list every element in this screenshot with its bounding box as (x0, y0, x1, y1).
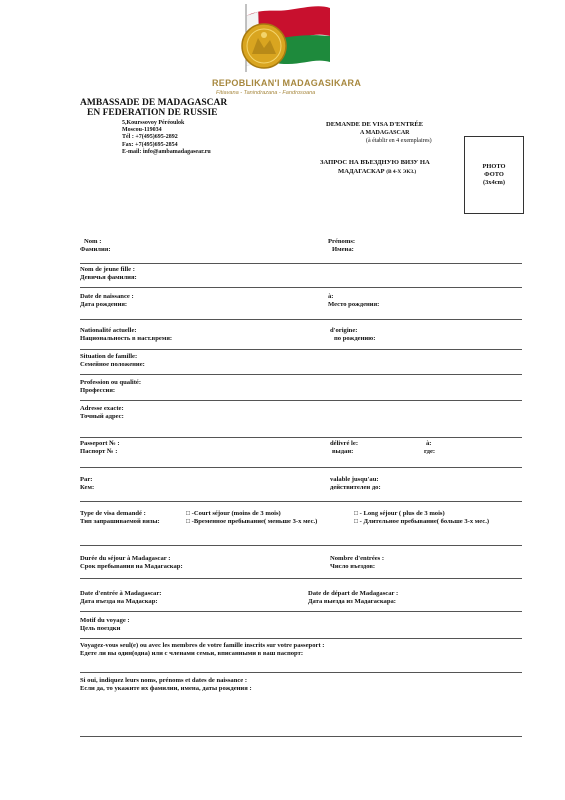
par-line[interactable] (80, 501, 522, 502)
passeport-line[interactable] (80, 467, 522, 468)
jeune-fille-label-fr: Nom de jeune fille : (80, 266, 135, 273)
lieu-delivrance-label-fr: à: (426, 440, 432, 447)
request-copies-fr: (à établir en 4 exemplaires) (366, 138, 432, 144)
nationalite-label (80, 327, 172, 343)
photo-box (464, 136, 524, 214)
type-visa-label-fr: Type de visa demandé : (80, 510, 146, 517)
jeune-fille-label-ru: Девичья фамилия: (80, 274, 137, 281)
jeune-fille-line[interactable] (80, 287, 522, 288)
court-label-ru: -Временное пребывание( меньше 3-х мес.) (191, 518, 318, 525)
option-court-sejour[interactable] (186, 510, 317, 526)
jeune-fille-label (80, 266, 137, 282)
si-oui-label-fr: Si oui, indiquez leurs noms, prénoms et dates de naissance : (80, 677, 248, 684)
date-entree-label-ru: Дата въезда на Мадаскар: (80, 598, 158, 605)
motif-label (80, 617, 130, 633)
naissance-line[interactable] (80, 319, 522, 320)
valable-label-ru: действителен до: (330, 484, 381, 491)
valable-label-fr: valable jusqu'au: (330, 476, 379, 483)
prenoms-label-fr: Prénoms: (328, 238, 356, 245)
duree-label (80, 555, 183, 571)
request-title-ru-country: МАДАГАСКАР (338, 168, 385, 175)
prenoms-label-ru: Имена: (332, 246, 354, 253)
emblem (222, 2, 342, 77)
embassy-tel: Tél : +7(495)695-2892 (122, 134, 178, 141)
request-title-fr: DEMANDE DE VISA D'ENTRÉE (326, 121, 424, 128)
adresse-line[interactable] (80, 437, 522, 438)
embassy-address (122, 120, 211, 156)
embassy-country: EN FEDERATION DE RUSSIE (87, 108, 218, 118)
request-copies-ru: (В 4-Х ЭКЗ.) (386, 169, 417, 175)
date-depart-label-fr: Date de départ de Madagascar : (308, 590, 399, 597)
profession-label-fr: Profession ou qualité: (80, 379, 142, 386)
date-depart-label (308, 590, 398, 606)
option-long-sejour[interactable] (354, 510, 489, 526)
duree-line[interactable] (80, 578, 522, 579)
nationalite-label-fr: Nationalité actuelle: (80, 327, 137, 334)
lieu-delivrance-label-ru: где: (424, 448, 436, 455)
origine-label-fr: d'origine: (330, 327, 358, 334)
checkbox-long-icon[interactable]: □ (354, 510, 358, 517)
passeport-label (80, 440, 120, 456)
lieu-label-ru: Место рождения: (328, 301, 380, 308)
prenoms-label (328, 238, 355, 254)
lieu-label (328, 293, 379, 309)
long-label-ru: - Длительное пребывание( больше 3-х мес.) (359, 518, 490, 525)
entrees-label-ru: Число въездов: (330, 563, 376, 570)
request-title-ru-line2 (338, 168, 416, 175)
date-entree-label-fr: Date d'entrée à Madagascar: (80, 590, 162, 597)
entrees-label-fr: Nombre d'entrées : (330, 555, 385, 562)
si-oui-label-ru: Если да, то укажите их фамилии, имена, даты рождения : (80, 685, 252, 692)
famille-label (80, 642, 324, 658)
type-visa-line (80, 545, 522, 546)
par-label-fr: Par: (80, 476, 93, 483)
embassy-email: E-mail: info@ambamadagasear.ru (122, 148, 211, 155)
duree-label-ru: Срок пребывания на Мадагаскар: (80, 563, 183, 570)
long-label-fr: - Long séjour ( plus de 3 mois) (359, 510, 445, 517)
madagascar-emblem-icon (222, 2, 342, 77)
entrees-label (330, 555, 384, 571)
lieu-delivrance-label (424, 440, 435, 456)
checkbox-court-ru-icon[interactable]: □ (186, 518, 190, 525)
profession-line[interactable] (80, 400, 522, 401)
nom-label (80, 238, 111, 254)
origine-label (330, 327, 375, 343)
naissance-label-fr: Date de naissance : (80, 293, 134, 300)
checkbox-long-ru-icon[interactable]: □ (354, 518, 358, 525)
situation-label-fr: Situation de famille: (80, 353, 138, 360)
embassy-city: Moscou-119034 (122, 127, 162, 134)
situation-label (80, 353, 145, 369)
type-visa-label (80, 510, 160, 526)
delivre-label-ru: выдан: (332, 448, 354, 455)
photo-label-fr: PHOTO (482, 163, 506, 170)
par-label-ru: Кем: (80, 484, 95, 491)
origine-label-ru: по рождению: (334, 335, 376, 342)
situation-label-ru: Семейное положение: (80, 361, 145, 368)
embassy-name: AMBASSADE DE MADAGASCAR (80, 98, 228, 108)
famille-label-fr: Voyagez-vous seul(e) ou avec les membres de votre famille inscrits sur votre passeport : (80, 642, 325, 649)
duree-label-fr: Durée du séjour à Madagascar : (80, 555, 171, 562)
passeport-label-ru: Паспорт № : (80, 448, 118, 455)
si-oui-label (80, 677, 252, 693)
request-title-ru: ЗАПРОС НА ВЪЕЗДНУЮ ВИЗУ НА (320, 159, 430, 166)
nom-label-ru: Фамилия: (80, 246, 111, 253)
famille-label-ru: Едете ли вы один(одна) или с членами семьи, вписанными в ваш паспорт: (80, 650, 304, 657)
adresse-label-ru: Точный адрес: (80, 413, 124, 420)
dates-line[interactable] (80, 611, 522, 612)
lieu-label-fr: à: (328, 293, 334, 300)
embassy-fax: Fax: +7(495)695-2854 (122, 141, 178, 148)
famille-line[interactable] (80, 672, 522, 673)
request-destination-fr: A MADAGASCAR (360, 130, 410, 136)
motif-label-ru: Цель поездки (80, 625, 121, 632)
naissance-label-ru: Дата рождения: (80, 301, 128, 308)
delivre-label (330, 440, 358, 456)
situation-line[interactable] (80, 374, 522, 375)
emblem-country-name: REPOBLIKAN'I MADAGASIKARA (212, 78, 362, 88)
photo-size: (3x4cm) (482, 179, 505, 186)
profession-label-ru: Профессия: (80, 387, 116, 394)
adresse-label-fr: Adresse exacte: (80, 405, 124, 412)
court-label-fr: -Court séjour (moins de 3 mois) (191, 510, 281, 517)
nationalite-label-ru: Национальность в наст.время: (80, 335, 173, 342)
naissance-label (80, 293, 134, 309)
date-entree-label (80, 590, 161, 606)
nationalite-line[interactable] (80, 349, 522, 350)
embassy-street: 5,Kourssovoy Péréoulok (122, 120, 185, 126)
motif-label-fr: Motif du voyage : (80, 617, 130, 624)
type-visa-label-ru: Тип запрашиваемой визы: (80, 518, 160, 525)
photo-label-ru: ФОТО (484, 171, 504, 178)
profession-label (80, 379, 141, 395)
si-oui-line[interactable] (80, 736, 522, 737)
nom-line[interactable] (80, 263, 522, 264)
valable-label (330, 476, 381, 492)
adresse-label (80, 405, 124, 421)
nom-label-fr: Nom : (84, 238, 102, 245)
motif-line[interactable] (80, 638, 522, 639)
emblem-motto: Fitiavana - Tanindrazana - Fandrosoana (216, 90, 316, 96)
delivre-label-fr: délivré le: (330, 440, 359, 447)
passeport-label-fr: Passeport № : (80, 440, 120, 447)
checkbox-court-icon[interactable]: □ (186, 510, 190, 517)
par-label (80, 476, 94, 492)
date-depart-label-ru: Дата выезда из Мадагаскара: (308, 598, 396, 605)
